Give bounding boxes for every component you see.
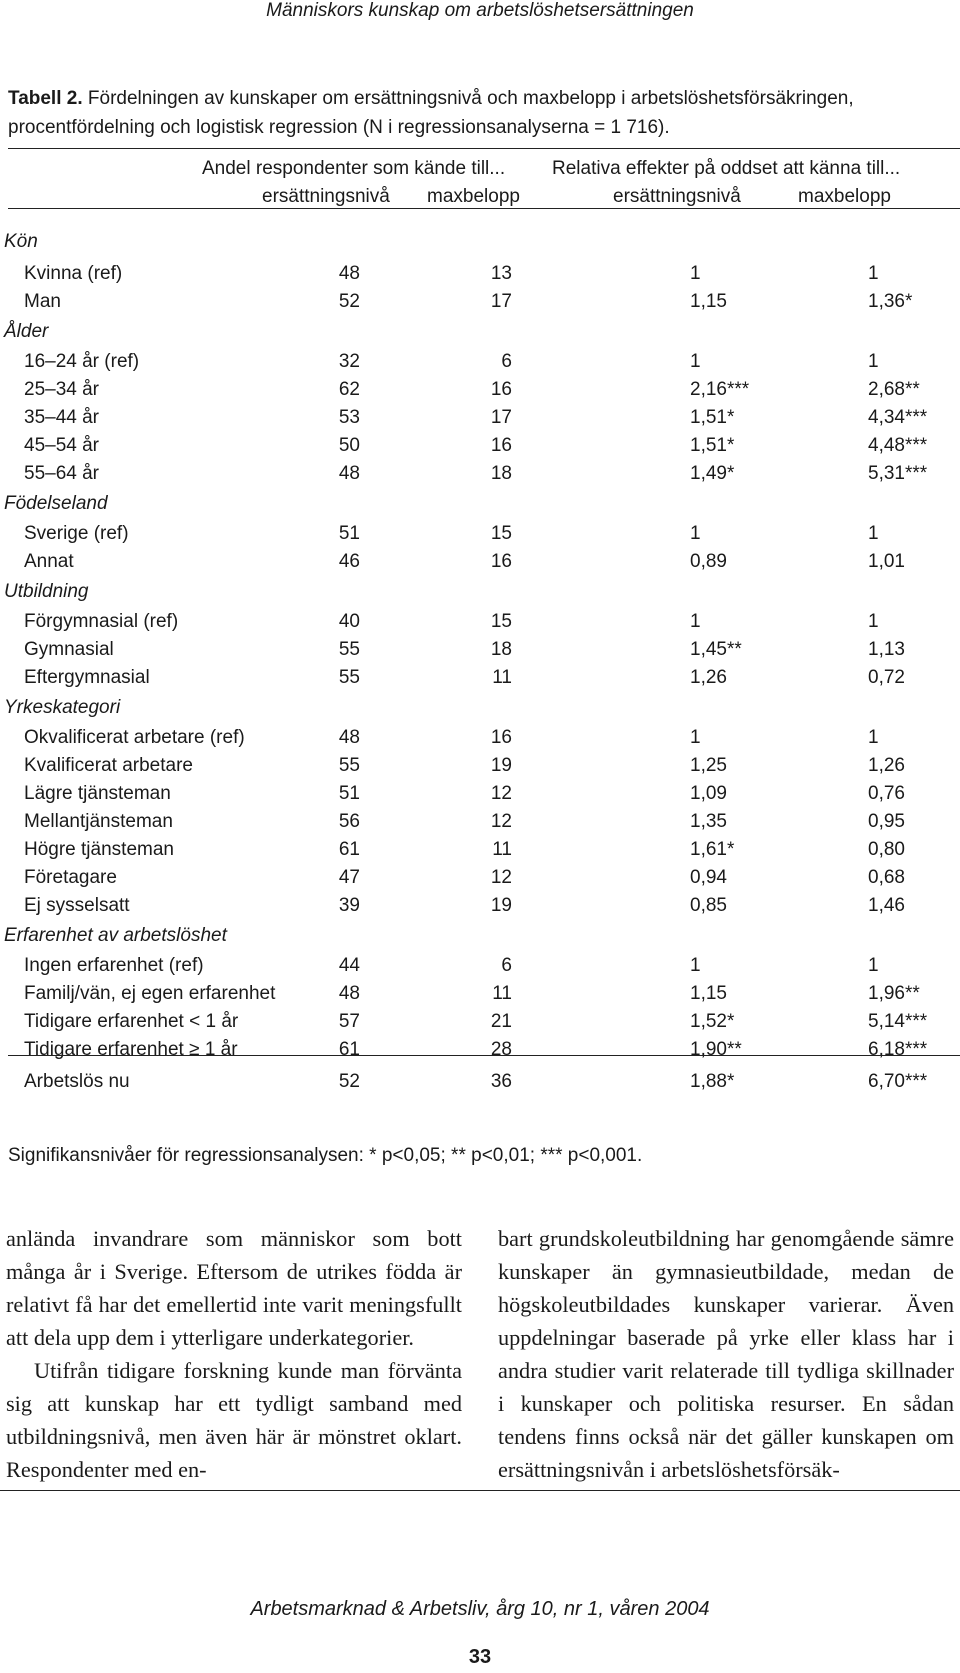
- section-title: Ålder: [4, 321, 49, 342]
- table-cell: 1,49*: [690, 463, 735, 484]
- body-paragraph: anlända invandrare som människor som bott många år i Sverige. Eftersom de utrikes födda är relativt få har det emellertid inte varit meningsfullt att dela upp dem i ytterligare underkategorier.: [6, 1226, 462, 1350]
- table-cell: 57: [338, 1011, 360, 1032]
- body-column-right: [498, 1222, 954, 1486]
- row-label: Okvalificerat arbetare (ref): [24, 727, 245, 748]
- table-cell: 40: [338, 611, 360, 632]
- row-label: Man: [24, 291, 61, 312]
- row-label: 16–24 år (ref): [24, 351, 140, 372]
- table-row: [0, 608, 960, 636]
- row-label: Tidigare erfarenhet ≥ 1 år: [24, 1039, 238, 1060]
- row-label: Tidigare erfarenhet < 1 år: [24, 1011, 239, 1032]
- table-cell: 56: [338, 811, 360, 832]
- subheader-share-max: maxbelopp: [427, 186, 520, 207]
- row-label: Högre tjänsteman: [24, 839, 174, 860]
- table-row: [0, 548, 960, 576]
- table-cell: 61: [338, 839, 360, 860]
- table-cell: 48: [338, 463, 360, 484]
- section-title: Erfarenhet av arbetslöshet: [4, 925, 227, 946]
- table-cell: 0,94: [690, 867, 727, 888]
- row-label: Sverige (ref): [24, 523, 129, 544]
- data-table: [0, 226, 960, 1096]
- table-cell: 1: [868, 523, 879, 544]
- table-top-rule: [8, 148, 960, 149]
- section-heading: [0, 226, 960, 260]
- table-cell: 4,34***: [868, 407, 928, 428]
- table-cell: 39: [338, 895, 360, 916]
- table-bottom-rule: [8, 1055, 960, 1056]
- table-cell: 1: [868, 351, 879, 372]
- table-cell: 1,15: [690, 983, 727, 1004]
- table-cell: 62: [338, 379, 360, 400]
- significance-note: Signifikansnivåer för regressionsanalysen: * p<0,05; ** p<0,01; *** p<0,001.: [8, 1145, 643, 1166]
- table-cell: 16: [490, 551, 512, 572]
- table-cell: 18: [490, 639, 512, 660]
- body-paragraph: Utifrån tidigare forskning kunde man förvänta sig att kunskap har ett tydligt samband med utbildningsnivå, men även här är mönstret oklart. Respondenter med en-: [6, 1358, 462, 1482]
- table-cell: 55: [338, 667, 360, 688]
- row-label: 55–64 år: [24, 463, 100, 484]
- table-cell: 0,76: [868, 783, 905, 804]
- row-label: Kvinna (ref): [24, 263, 123, 284]
- table-row: [0, 1008, 960, 1036]
- table-row: [0, 1068, 960, 1096]
- table-cell: 1,26: [690, 667, 727, 688]
- table-cell: 1,46: [868, 895, 905, 916]
- table-cell: 11: [492, 839, 512, 860]
- table-row: [0, 636, 960, 664]
- table-cell: 4,48***: [868, 435, 928, 456]
- table-cell: 55: [338, 755, 360, 776]
- table-cell: 1: [868, 955, 879, 976]
- table-cell: 48: [338, 983, 360, 1004]
- table-cell: 6,70***: [868, 1071, 928, 1092]
- table-cell: 17: [490, 407, 512, 428]
- group-header-share: Andel respondenter som kände till...: [202, 158, 506, 179]
- table-cell: 1,26: [868, 755, 905, 776]
- table-cell: 18: [490, 463, 512, 484]
- table-cell: 1: [868, 727, 879, 748]
- row-label: Mellantjänsteman: [24, 811, 173, 832]
- section-heading: [0, 488, 960, 520]
- table-row: [0, 376, 960, 404]
- table-cell: 12: [490, 811, 512, 832]
- table-cell: 0,68: [868, 867, 905, 888]
- table-row: [0, 432, 960, 460]
- row-label: 35–44 år: [24, 407, 100, 428]
- row-label: Annat: [24, 551, 74, 572]
- table-row: [0, 892, 960, 920]
- table-row: [0, 460, 960, 488]
- row-label: Lägre tjänsteman: [24, 783, 171, 804]
- table-cell: 1,25: [690, 755, 727, 776]
- table-cell: 1: [868, 611, 879, 632]
- subheader-effect-level: ersättningsnivå: [613, 186, 741, 207]
- table-cell: 53: [338, 407, 360, 428]
- row-label: Eftergymnasial: [24, 667, 150, 688]
- table-cell: 6,18***: [868, 1039, 928, 1060]
- body-paragraph: bart grundskoleutbildning har genomgående sämre kunskaper än gymnasieutbildade, medan de högskoleutbildades kunskaper varierar. Även uppdelningar baserade på yrke eller klass har i andra studier varit relaterade till tydliga skillnader i kunskaper och politiska resurser. En sådan tendens finns också när det gäller kunskapen om ersättningsnivån i arbetslöshetsförsäk-: [498, 1226, 954, 1482]
- table-cell: 1,51*: [690, 407, 735, 428]
- table-cell: 12: [490, 867, 512, 888]
- table-cell: 1,35: [690, 811, 727, 832]
- table-cell: 50: [338, 435, 360, 456]
- section-title: Kön: [4, 231, 38, 252]
- table-cell: 0,89: [690, 551, 727, 572]
- table-cell: 28: [490, 1039, 512, 1060]
- section-heading: [0, 316, 960, 348]
- table-row: [0, 980, 960, 1008]
- table-cell: 36: [490, 1071, 512, 1092]
- table-cell: 1: [690, 727, 701, 748]
- table-cell: 19: [490, 895, 512, 916]
- table-cell: 1,09: [690, 783, 727, 804]
- table-cell: 0,80: [868, 839, 905, 860]
- table-row: [0, 288, 960, 316]
- table-cell: 17: [490, 291, 512, 312]
- table-cell: 1,13: [868, 639, 905, 660]
- table-cell: 1,36*: [868, 291, 913, 312]
- table-label: Tabell 2.: [8, 88, 83, 109]
- table-cell: 1,88*: [690, 1071, 735, 1092]
- table-cell: 1,90**: [690, 1039, 742, 1060]
- table-row: [0, 404, 960, 432]
- table-cell: 51: [338, 523, 360, 544]
- table-cell: 1,01: [868, 551, 905, 572]
- table-cell: 16: [490, 727, 512, 748]
- journal-footer: Arbetsmarknad & Arbetsliv, årg 10, nr 1, våren 2004: [250, 1598, 710, 1620]
- section-heading: [0, 692, 960, 724]
- table-row: [0, 348, 960, 376]
- table-cell: 1: [690, 611, 701, 632]
- table-cell: 0,95: [868, 811, 905, 832]
- table-cell: 1: [690, 955, 701, 976]
- table-cell: 1: [690, 263, 701, 284]
- table-cell: 1,96**: [868, 983, 920, 1004]
- table-cell: 15: [490, 611, 512, 632]
- table-cell: 1,15: [690, 291, 727, 312]
- table-row: [0, 664, 960, 692]
- section-title: Födelseland: [4, 493, 108, 514]
- subheader-share-level: ersättningsnivå: [262, 186, 390, 207]
- table-cell: 32: [338, 351, 360, 372]
- table-header-rule: [8, 208, 960, 209]
- table-cell: 13: [490, 263, 512, 284]
- table-cell: 21: [490, 1011, 512, 1032]
- table-cell: 6: [501, 955, 512, 976]
- table-caption: [8, 84, 948, 142]
- table-cell: 61: [338, 1039, 360, 1060]
- row-label: 45–54 år: [24, 435, 100, 456]
- table-cell: 5,14***: [868, 1011, 928, 1032]
- row-label: Kvalificerat arbetare: [24, 755, 193, 776]
- row-label: Gymnasial: [24, 639, 114, 660]
- table-cell: 6: [501, 351, 512, 372]
- table-cell: 15: [490, 523, 512, 544]
- table-cell: 1,52*: [690, 1011, 735, 1032]
- group-header-effects: Relativa effekter på oddset att känna till...: [552, 158, 901, 179]
- section-title: Yrkeskategori: [4, 697, 121, 718]
- table-cell: 16: [490, 435, 512, 456]
- table-cell: 52: [338, 291, 360, 312]
- table-cell: 16: [490, 379, 512, 400]
- table-cell: 48: [338, 727, 360, 748]
- table-cell: 55: [338, 639, 360, 660]
- body-column-left: [6, 1222, 462, 1486]
- table-cell: 11: [492, 667, 512, 688]
- table-cell: 2,16***: [690, 379, 750, 400]
- table-cell: 52: [338, 1071, 360, 1092]
- table-cell: 51: [338, 783, 360, 804]
- table-cell: 0,85: [690, 895, 727, 916]
- section-title: Utbildning: [4, 581, 89, 602]
- row-label: Ingen erfarenhet (ref): [24, 955, 204, 976]
- table-row: [0, 260, 960, 288]
- row-label: Förgymnasial (ref): [24, 611, 179, 632]
- table-row: [0, 1036, 960, 1064]
- table-row: [0, 808, 960, 836]
- table-cell: 5,31***: [868, 463, 928, 484]
- table-cell: 47: [338, 867, 360, 888]
- section-heading: [0, 920, 960, 952]
- row-label: Arbetslös nu: [24, 1071, 130, 1092]
- table-cell: 48: [338, 263, 360, 284]
- table-row: [0, 952, 960, 980]
- row-label: Ej sysselsatt: [24, 895, 130, 916]
- table-cell: 2,68**: [868, 379, 920, 400]
- row-label: Familj/vän, ej egen erfarenhet: [24, 983, 276, 1004]
- table-cell: 12: [490, 783, 512, 804]
- subheader-effect-max: maxbelopp: [798, 186, 891, 207]
- table-cell: 1: [690, 351, 701, 372]
- table-row: [0, 752, 960, 780]
- row-label: Företagare: [24, 867, 117, 888]
- table-cell: 19: [490, 755, 512, 776]
- table-row: [0, 836, 960, 864]
- table-row: [0, 780, 960, 808]
- table-cell: 1: [868, 263, 879, 284]
- running-head: Människors kunskap om arbetslöshetsersättningen: [266, 0, 694, 21]
- table-cell: 1: [690, 523, 701, 544]
- table-row: [0, 724, 960, 752]
- footer-rule: [0, 1490, 960, 1491]
- page-number: 33: [468, 1646, 492, 1668]
- table-cell: 46: [338, 551, 360, 572]
- table-cell: 11: [492, 983, 512, 1004]
- table-cell: 1,61*: [690, 839, 735, 860]
- table-cell: 1,45**: [690, 639, 742, 660]
- table-cell: 44: [338, 955, 360, 976]
- table-row: [0, 520, 960, 548]
- table-caption-text: Fördelningen av kunskaper om ersättningsnivå och maxbelopp i arbetslöshetsförsäkringen, procentfördelning och logistisk regression (N i regressionsanalyserna = 1 716).: [8, 88, 854, 138]
- section-heading: [0, 576, 960, 608]
- row-label: 25–34 år: [24, 379, 100, 400]
- table-row: [0, 864, 960, 892]
- table-cell: 0,72: [868, 667, 905, 688]
- table-cell: 1,51*: [690, 435, 735, 456]
